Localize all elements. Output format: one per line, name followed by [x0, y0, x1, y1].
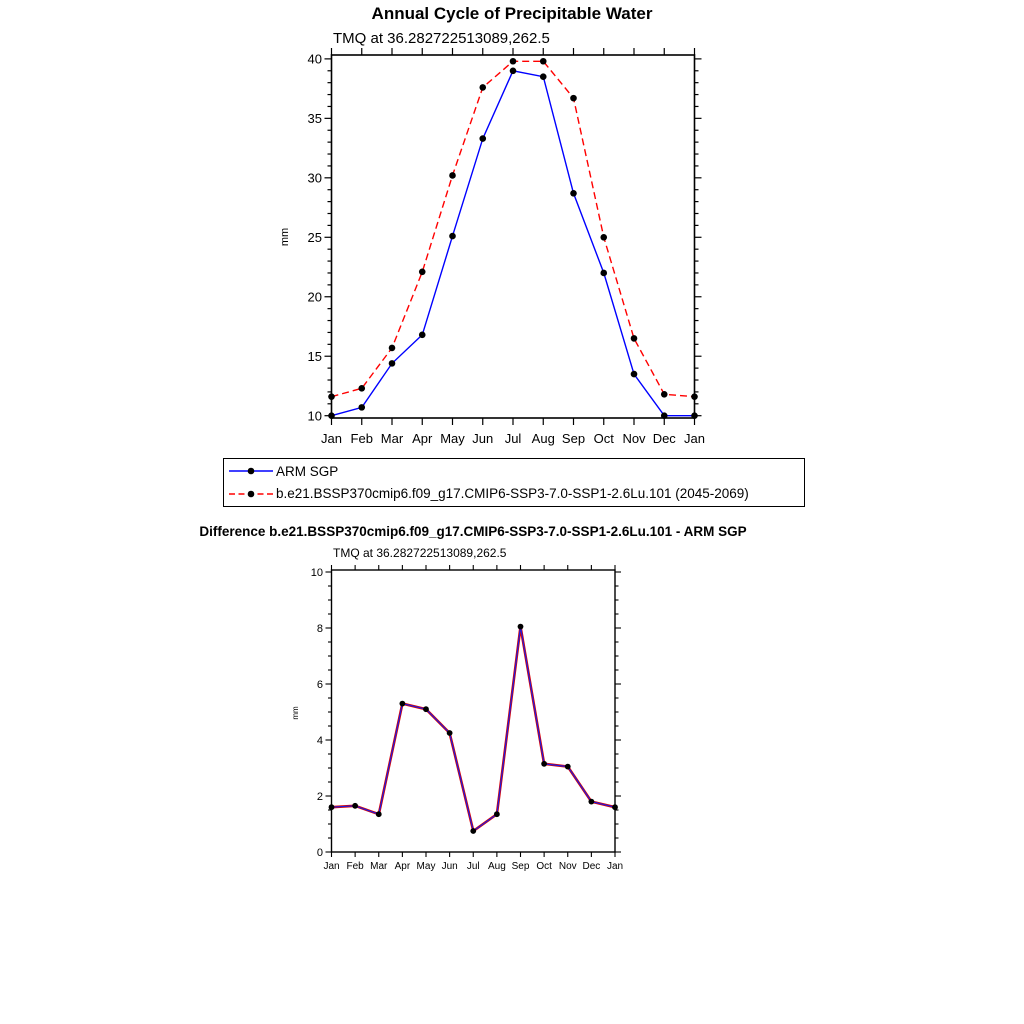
x-tick-label: Jan	[321, 431, 342, 446]
x-tick-label: Jan	[323, 861, 340, 872]
data-point-marker	[600, 234, 607, 241]
y-tick-label: 6	[316, 678, 323, 691]
y-axis-label: mm	[279, 227, 291, 247]
data-point-marker	[479, 135, 486, 142]
series-line-0	[332, 627, 616, 831]
data-point-marker	[661, 412, 668, 419]
x-tick-label: Feb	[346, 861, 364, 872]
data-point-marker	[510, 67, 517, 74]
x-tick-label: Feb	[350, 431, 373, 446]
data-point-marker	[447, 730, 453, 736]
x-tick-label: Aug	[531, 431, 555, 446]
legend-line-sample-arm-sgp	[228, 465, 274, 477]
y-tick-label: 10	[310, 566, 323, 579]
x-tick-label: Oct	[593, 431, 614, 446]
top-chart-title: Annual Cycle of Precipitable Water	[371, 4, 653, 23]
legend-row-model	[224, 484, 804, 504]
data-point-marker	[540, 73, 547, 80]
data-point-marker	[376, 811, 382, 817]
x-tick-label: Nov	[622, 431, 646, 446]
x-tick-label: Mar	[370, 861, 388, 872]
x-tick-label: Sep	[511, 861, 530, 872]
x-tick-label: Jul	[504, 431, 522, 446]
series-line-1	[332, 61, 695, 396]
y-tick-label: 0	[316, 846, 323, 859]
y-tick-label: 2	[316, 790, 323, 803]
x-tick-label: Jan	[606, 861, 624, 872]
data-point-marker	[691, 412, 698, 419]
plot-frame	[332, 55, 695, 418]
data-point-marker	[494, 811, 500, 817]
data-point-marker	[565, 764, 571, 770]
data-point-marker	[518, 624, 524, 630]
bottom-chart-subtitle: TMQ at 36.282722513089,262.5	[333, 546, 507, 560]
x-tick-label: Oct	[536, 861, 552, 872]
x-tick-label: May	[440, 431, 465, 446]
x-tick-label: Mar	[380, 431, 404, 446]
x-tick-label: Sep	[561, 431, 586, 446]
y-tick-label: 20	[307, 289, 322, 305]
legend-line-sample-model	[228, 488, 274, 500]
data-point-marker	[352, 803, 358, 809]
data-point-marker	[600, 270, 607, 277]
series-line-halo	[332, 627, 616, 831]
data-point-marker	[570, 190, 577, 197]
data-point-marker	[389, 360, 396, 367]
y-tick-label: 25	[307, 229, 322, 245]
data-point-marker	[358, 404, 365, 411]
x-tick-label: May	[416, 861, 436, 872]
top-chart-subtitle: TMQ at 36.282722513089,262.5	[333, 30, 550, 47]
data-point-marker	[588, 799, 594, 805]
y-axis-ticks	[325, 59, 702, 416]
x-tick-label: Nov	[558, 861, 577, 872]
x-tick-label: Dec	[652, 431, 676, 446]
series-line-0	[332, 71, 695, 416]
y-tick-label: 10	[307, 408, 322, 424]
x-tick-label: Apr	[394, 861, 411, 872]
y-tick-label: 35	[307, 110, 322, 126]
legend-sample-marker	[248, 468, 255, 475]
y-tick-label: 4	[316, 734, 323, 747]
data-point-marker	[470, 828, 476, 834]
legend-label-model: b.e21.BSSP370cmip6.f09_g17.CMIP6-SSP3-7.0-SSP1-2.6Lu.101 (2045-2069)	[276, 486, 749, 502]
plot-frame	[332, 570, 616, 852]
data-point-marker	[358, 385, 365, 392]
y-tick-label: 30	[307, 170, 322, 186]
data-point-marker	[661, 391, 668, 398]
data-point-marker	[479, 84, 486, 91]
legend-sample-marker	[248, 490, 255, 497]
data-point-marker	[540, 58, 547, 65]
x-tick-label: Aug	[487, 861, 506, 872]
data-point-marker	[328, 393, 335, 400]
y-tick-label: 40	[307, 51, 322, 67]
data-point-marker	[541, 761, 547, 767]
data-point-marker	[389, 345, 396, 352]
x-tick-label: Jun	[441, 861, 458, 872]
data-point-marker	[691, 393, 698, 400]
bottom-chart-title: Difference b.e21.BSSP370cmip6.f09_g17.CMIP6-SSP3-7.0-SSP1-2.6Lu.101 - ARM SGP	[199, 524, 747, 539]
x-tick-label: Jun	[472, 431, 494, 446]
y-tick-label: 8	[316, 622, 323, 635]
data-point-marker	[399, 701, 405, 707]
data-point-marker	[328, 412, 335, 419]
data-point-marker	[423, 706, 429, 712]
data-point-marker	[449, 172, 456, 179]
data-point-marker	[570, 95, 577, 102]
y-axis-label: mm	[291, 706, 300, 720]
data-point-marker	[631, 371, 638, 378]
x-tick-label: Dec	[582, 861, 601, 872]
data-point-marker	[419, 332, 426, 339]
legend-label-arm-sgp: ARM SGP	[276, 463, 339, 479]
legend-row-arm-sgp	[224, 461, 804, 481]
data-point-marker	[612, 804, 618, 810]
y-tick-label: 15	[307, 348, 322, 364]
chart-0	[279, 48, 705, 446]
x-tick-label: Apr	[412, 431, 433, 446]
x-tick-label: Jan	[684, 431, 705, 446]
data-point-marker	[329, 804, 335, 810]
data-point-marker	[631, 335, 638, 342]
data-point-marker	[419, 268, 426, 275]
legend	[223, 458, 805, 507]
data-point-marker	[510, 58, 517, 65]
chart-1	[291, 565, 623, 872]
x-axis-ticks	[332, 48, 695, 425]
data-point-marker	[449, 233, 456, 240]
x-tick-label: Jul	[466, 861, 480, 872]
